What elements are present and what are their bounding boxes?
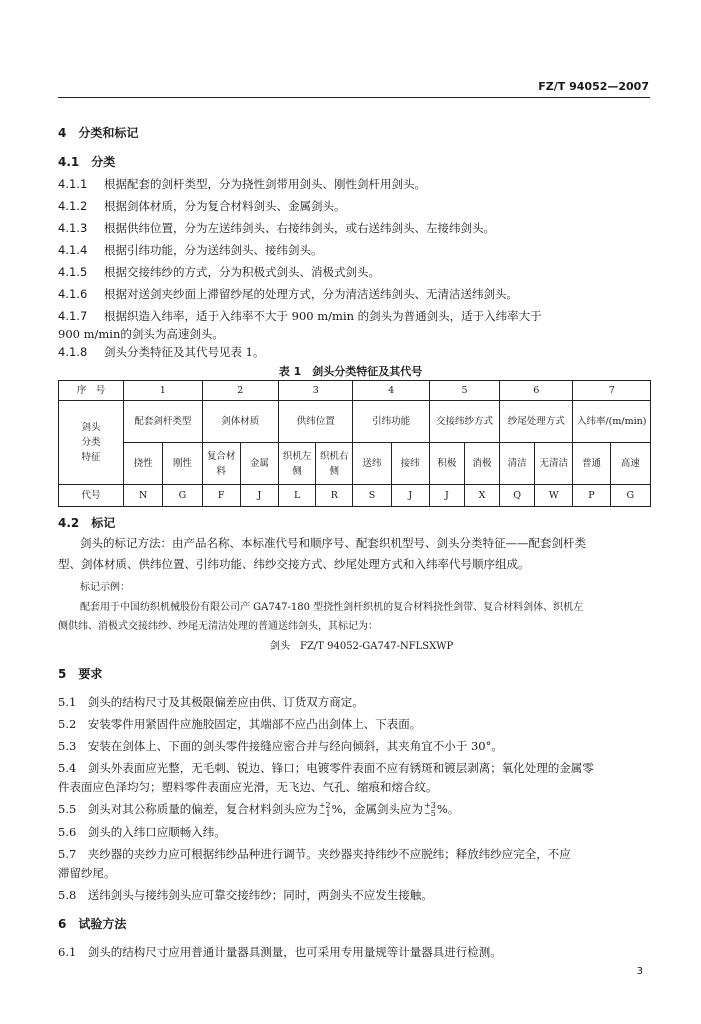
sub-cell: 刚性 bbox=[163, 443, 202, 485]
page-number: 3 bbox=[636, 966, 643, 977]
section-6-title: 6 试验方法 bbox=[58, 917, 127, 931]
sub-cell: 挠性 bbox=[124, 443, 163, 485]
code-cell: J bbox=[429, 485, 464, 507]
group-cell: 交接纬纱方式 bbox=[429, 401, 499, 443]
clause-5-4-line-1: 5.4 剑头外表面应光整，无毛刺、锐边、锋口；电镀零件表面不应有锈斑和镀层剥离；氧化处理的金属零 bbox=[58, 761, 594, 775]
clause-5-5: 5.5 剑头对其公称质量的偏差，复合材料剑头应为 +2 −1 %，金属剑头应为 +3 −5 %。 bbox=[58, 801, 460, 818]
code-cell: G bbox=[163, 485, 202, 507]
clause-4-1-3: 4.1.3 根据供纬位置，分为左送纬剑头、右接纬剑头，或右送纬剑头、左接纬剑头。 bbox=[58, 221, 495, 235]
sub-cell: 送纬 bbox=[353, 443, 391, 485]
clause-5-8: 5.8 送纬剑头与接纬剑头应可靠交接纬纱；同时，两剑头不应发生接触。 bbox=[58, 888, 433, 902]
group-cell: 供纬位置 bbox=[279, 401, 353, 443]
clause-4-1-8: 4.1.8 剑头分类特征及其代号见表 1。 bbox=[58, 345, 265, 359]
metal-tolerance: +3 −5 bbox=[424, 801, 436, 818]
table-row-subs bbox=[59, 443, 651, 485]
sub-cell: 无清洁 bbox=[535, 443, 573, 485]
group-cell: 配套剑杆类型 bbox=[124, 401, 203, 443]
sub-cell: 消极 bbox=[464, 443, 499, 485]
code-cell: S bbox=[353, 485, 391, 507]
section-4-2-title: 4.2 标记 bbox=[58, 516, 116, 530]
code-cell: F bbox=[202, 485, 240, 507]
sub-cell: 普通 bbox=[573, 443, 610, 485]
clause-5-6: 5.6 剑头的入纬口应顺畅入纬。 bbox=[58, 825, 226, 839]
marking-method-line-1: 剑头的标记方法：由产品名称、本标准代号和顺序号、配套织机型号、剑头分类特征——配套剑杆类 bbox=[80, 536, 586, 550]
sub-cell: 积极 bbox=[429, 443, 464, 485]
marking-method-line-2: 型、剑体材质、供纬位置、引纬功能、纬纱交接方式、纱尾处理方式和入纬率代号顺序组成。 bbox=[58, 557, 530, 571]
code-label-cell: 代号 bbox=[59, 485, 124, 507]
sub-cell: 金属 bbox=[240, 443, 278, 485]
table-row-seq bbox=[59, 381, 651, 401]
clause-4-1-4: 4.1.4 根据引纬功能，分为送纬剑头、接纬剑头。 bbox=[58, 243, 323, 257]
clause-4-1-6: 4.1.6 根据对送剑夹纱面上滞留纱尾的处理方式，分为清洁送纬剑头、无清洁送纬剑头。 bbox=[58, 287, 518, 301]
clause-5-7-line-2: 滞留纱尾。 bbox=[58, 866, 116, 880]
clause-5-7-line-1: 5.7 夹纱器的夹纱力应可根据纬纱品种进行调节。夹纱器夹持纬纱不应脱纬；释放纬纱应完全，不应 bbox=[58, 847, 571, 861]
seq-cell: 1 bbox=[124, 381, 203, 401]
code-cell: Q bbox=[500, 485, 535, 507]
standard-number-header: FZ/T 94052—2007 bbox=[538, 80, 649, 93]
code-cell: R bbox=[316, 485, 353, 507]
table-row-codes bbox=[59, 485, 651, 507]
marking-example-line-2: 侧供纬、消极式交接纬纱、纱尾无清洁处理的普通送纬剑头，其标记为： bbox=[58, 621, 378, 632]
classification-table bbox=[58, 380, 651, 507]
sub-cell: 接纬 bbox=[391, 443, 429, 485]
clause-4-1-7-cont: 900 m/min的剑头为高速剑头。 bbox=[58, 327, 224, 341]
clause-4-1-5: 4.1.5 根据交接纬纱的方式，分为积极式剑头、消极式剑头。 bbox=[58, 265, 380, 279]
group-cell: 剑体材质 bbox=[202, 401, 278, 443]
seq-label-cell: 序 号 bbox=[59, 381, 124, 401]
table-1-caption: 表 1 剑头分类特征及其代号 bbox=[278, 365, 423, 378]
seq-cell: 2 bbox=[202, 381, 278, 401]
seq-cell: 3 bbox=[279, 381, 353, 401]
clause-5-3: 5.3 安装在剑体上、下面的剑头零件接缝应密合并与经向倾斜，其夹角宜不小于 30°。 bbox=[58, 739, 503, 753]
sub-cell: 高速 bbox=[610, 443, 650, 485]
seq-cell: 7 bbox=[573, 381, 651, 401]
clause-4-1-2: 4.1.2 根据剑体材质，分为复合材料剑头、金属剑头。 bbox=[58, 199, 346, 213]
seq-cell: 6 bbox=[500, 381, 573, 401]
seq-cell: 4 bbox=[353, 381, 429, 401]
group-cell: 纱尾处理方式 bbox=[500, 401, 573, 443]
code-cell: N bbox=[124, 485, 163, 507]
code-cell: W bbox=[535, 485, 573, 507]
header-rule bbox=[58, 97, 650, 98]
code-cell: J bbox=[391, 485, 429, 507]
group-cell: 引纬功能 bbox=[353, 401, 429, 443]
clause-4-1-7: 4.1.7 根据织造入纬率，适于入纬率不大于 900 m/min 的剑头为普通剑头，适于入纬率大于 bbox=[58, 309, 542, 323]
clause-5-4-line-2: 件表面应色泽均匀；塑料零件表面应光滑，无飞边、气孔、缩痕和熔合纹。 bbox=[58, 780, 438, 794]
seq-cell: 5 bbox=[429, 381, 499, 401]
sub-cell: 织机左侧 bbox=[279, 443, 316, 485]
clause-4-1-1: 4.1.1 根据配套的剑杆类型，分为挠性剑带用剑头、刚性剑杆用剑头。 bbox=[58, 177, 426, 191]
table-row-groups bbox=[59, 401, 651, 443]
code-cell: L bbox=[279, 485, 316, 507]
section-4-title: 4 分类和标记 bbox=[58, 126, 139, 140]
section-4-1-title: 4.1 分类 bbox=[58, 155, 116, 169]
composite-tolerance: +2 −1 bbox=[318, 801, 331, 818]
clause-6-1: 6.1 剑头的结构尺寸应用普通计量器具测量，也可采用专用量规等计量器具进行检测。 bbox=[58, 945, 502, 959]
group-cell: 入纬率/(m/min) bbox=[573, 401, 651, 443]
section-5-title: 5 要求 bbox=[58, 667, 103, 681]
code-cell: G bbox=[610, 485, 650, 507]
clause-5-1: 5.1 剑头的结构尺寸及其极限偏差应由供、订货双方商定。 bbox=[58, 695, 364, 709]
code-cell: J bbox=[240, 485, 278, 507]
code-cell: P bbox=[573, 485, 610, 507]
code-cell: X bbox=[464, 485, 499, 507]
feature-label-cell: 剑头 分类 特征 bbox=[59, 401, 124, 485]
marking-example-code: 剑头 FZ/T 94052-GA747-NFLSXWP bbox=[270, 641, 454, 652]
sub-cell: 复合材料 bbox=[202, 443, 240, 485]
clause-5-2: 5.2 安装零件用紧固件应施胶固定，其端部不应凸出剑体上、下表面。 bbox=[58, 717, 422, 731]
sub-cell: 清洁 bbox=[500, 443, 535, 485]
marking-example-label: 标记示例： bbox=[80, 582, 130, 593]
marking-example-line-1: 配套用于中国纺织机械股份有限公司产 GA747-180 型挠性剑杆织机的复合材料挠性剑带、复合材料剑体、织机左 bbox=[80, 602, 584, 613]
sub-cell: 织机右侧 bbox=[316, 443, 353, 485]
